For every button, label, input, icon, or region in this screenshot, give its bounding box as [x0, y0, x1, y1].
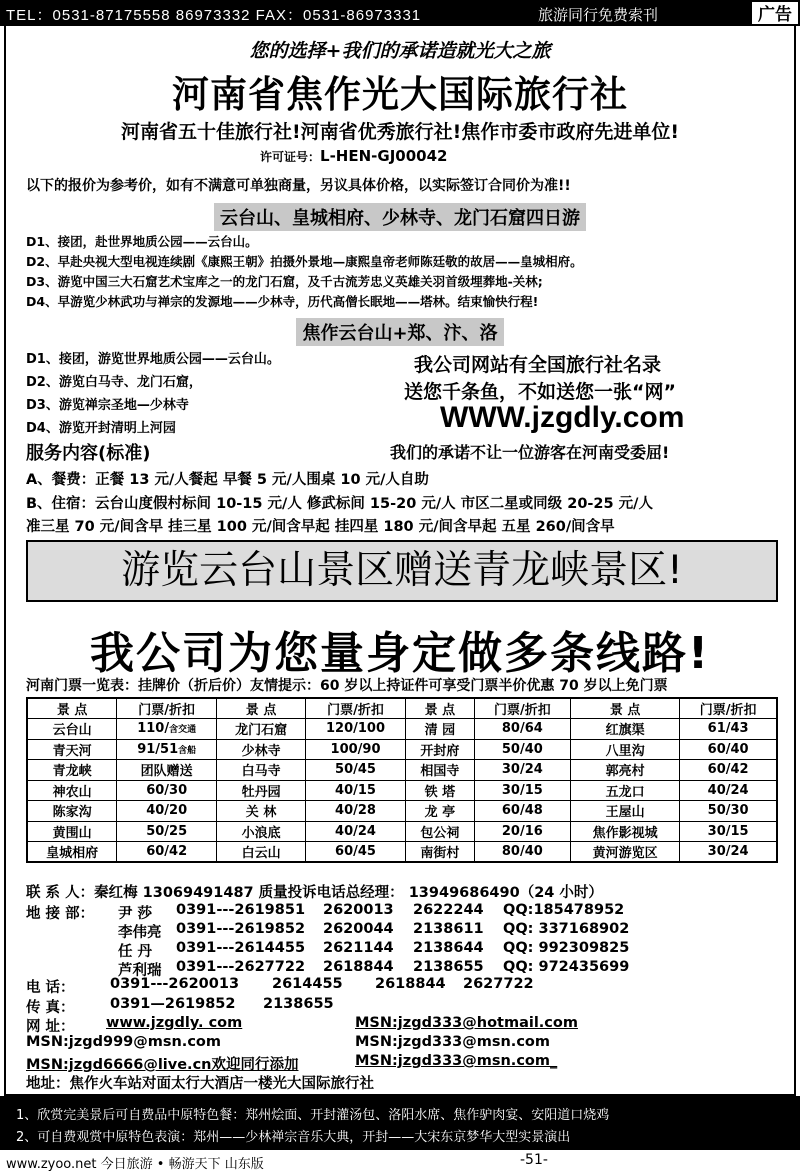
spot-name: 龙 亭: [424, 805, 456, 821]
ticket-spot: [27, 780, 117, 801]
ticket-row: [27, 842, 777, 863]
ticket-spot: [217, 739, 306, 760]
ticket-spot: [217, 719, 306, 740]
spot-name: 龙门石窟: [235, 723, 288, 739]
ticket-price: [117, 760, 217, 781]
spot-name: 关 林: [245, 805, 277, 821]
price-value: 80/64: [501, 721, 543, 737]
ticket-price: [680, 760, 777, 781]
spot-name: 云台山: [52, 723, 92, 739]
staff-p2: 2620044: [323, 921, 394, 937]
price-value: 50/30: [707, 803, 749, 819]
ticket-spot: [405, 780, 474, 801]
spot-name: 陈家沟: [52, 805, 92, 821]
ticket-price: [680, 719, 777, 740]
staff-qq: QQ: 972435699: [503, 959, 630, 975]
license-label: 许可证号：: [260, 150, 321, 164]
ticket-price: [680, 821, 777, 842]
tel-4: 2627722: [463, 976, 534, 992]
ticket-spot: [571, 760, 680, 781]
tour2-banner: [0, 318, 800, 346]
fax-1: 0391—2619852: [110, 996, 236, 1012]
tour2-day4: D4、游览开封清明上河园: [26, 421, 176, 436]
spot-name: 青龙峡: [52, 764, 92, 780]
price-note: 含船: [178, 745, 197, 756]
spot-name: 清 园: [424, 723, 456, 739]
promo-line2: 送您千条鱼，不如送您一张“网”: [404, 381, 676, 403]
price-value: 60/30: [146, 782, 188, 798]
price-notice: 以下的报价为参考价，如有不满意可单独商量，另议具体价格，以实际签订合同价为准!!: [26, 178, 571, 194]
staff-qq: QQ:185478952: [503, 902, 625, 918]
header-price: 门票/折扣: [306, 698, 406, 719]
price-value: 50/45: [335, 762, 376, 778]
spot-name: 青天河: [52, 743, 92, 759]
price-value: 60/48: [501, 803, 543, 819]
price-value: 40/24: [335, 823, 376, 839]
tel-label: 电 话：: [26, 980, 75, 996]
header-magazine: 旅游同行免费索刊: [538, 6, 659, 24]
price-value: 团队赠送: [140, 764, 193, 780]
tour2-day2: D2、游览白马寺、龙门石窟，: [26, 375, 202, 390]
ticket-spot: [217, 760, 306, 781]
msn-333[interactable]: MSN:jzgd333@msn.com: [355, 1034, 550, 1050]
spot-name: 红旗渠: [605, 723, 645, 739]
staff-p3: 2138655: [413, 959, 484, 975]
msn-999[interactable]: MSN:jzgd999@msn.com: [26, 1034, 221, 1050]
staff-p2: 2621144: [323, 940, 394, 956]
price-value: 100/90: [330, 741, 381, 757]
ticket-price: [117, 739, 217, 760]
service-hotel2: 准三星 70 元/间含早 挂三星 100 元/间含早起 挂四星 180 元/间含早起 五星 260/间含早: [26, 519, 615, 535]
top-bar: [0, 0, 800, 26]
msn-6666[interactable]: MSN:jzgd6666@live.cn欢迎同行添加: [26, 1057, 299, 1073]
price-value: 50/25: [146, 823, 188, 839]
header-contact: TEL：0531-87175558 86973332 FAX：0531-86973331: [6, 7, 422, 24]
ticket-price: [680, 801, 777, 822]
spot-name: 黄围山: [52, 825, 92, 841]
ticket-spot: [217, 780, 306, 801]
ticket-price: [474, 842, 570, 863]
ticket-spot: [405, 719, 474, 740]
spot-name: 包公祠: [420, 825, 460, 841]
ticket-spot: [217, 842, 306, 863]
ticket-price: [117, 821, 217, 842]
tel-3: 2618844: [375, 976, 446, 992]
price-value: 40/15: [335, 782, 376, 798]
header-price: 门票/折扣: [474, 698, 570, 719]
spot-name: 五龙口: [605, 784, 645, 800]
ticket-spot: [405, 821, 474, 842]
license-number: L-HEN-GJ00042: [320, 147, 448, 165]
ticket-spot: [571, 842, 680, 863]
ticket-price: [306, 780, 406, 801]
fax-2: 2138655: [263, 996, 334, 1012]
ticket-price: [474, 719, 570, 740]
tour1-day4: D4、早游览少林武功与禅宗的发源地——少林寺，历代高僧长眠地——塔林。结束愉快行程!: [26, 294, 539, 309]
footer: [0, 1150, 800, 1171]
ticket-row: [27, 821, 777, 842]
spot-name: 神农山: [52, 784, 92, 800]
price-value: 30/24: [501, 762, 543, 778]
price-value: 60/42: [146, 844, 188, 859]
price-value: 30/24: [707, 844, 749, 859]
price-value: 40/24: [707, 782, 749, 798]
staff-phone: 0391---2619852: [176, 921, 306, 937]
service-hotel1: B、住宿：云台山度假村标间 10-15 元/人 修武标间 15-20 元/人 市区二星或同级 20-25 元/人: [26, 496, 653, 512]
price-value: 91/51: [137, 741, 179, 757]
staff-p3: 2138611: [413, 921, 484, 937]
ticket-price: [117, 719, 217, 740]
staff-p2: 2618844: [323, 959, 394, 975]
staff-phone: 0391---2614455: [176, 940, 306, 956]
header-price: 门票/折扣: [680, 698, 777, 719]
ticket-spot: [571, 780, 680, 801]
price-note: 含交通: [169, 725, 197, 736]
spot-name: 郭亮村: [605, 764, 645, 780]
ticket-price: [306, 842, 406, 863]
staff-qq: QQ: 992309825: [503, 940, 630, 956]
price-value: 40/20: [146, 803, 188, 819]
gift-banner: 游览云台山景区赠送青龙峡景区!: [26, 540, 778, 602]
ticket-spot: [405, 739, 474, 760]
tour2-day3: D3、游览禅宗圣地—少林寺: [26, 398, 189, 413]
ticket-spot: [27, 821, 117, 842]
ticket-row: [27, 801, 777, 822]
ticket-price: [474, 739, 570, 760]
ticket-spot: [571, 801, 680, 822]
spot-name: 小浪底: [241, 825, 281, 841]
website-link[interactable]: WWW.jzgdly.com: [440, 401, 685, 434]
ticket-price: [474, 821, 570, 842]
ticket-header-row: [27, 698, 777, 719]
promise: 我们的承诺不让一位游客在河南受委屈!: [390, 443, 670, 462]
bottom-notes: [0, 1096, 800, 1150]
price-value: 60/40: [707, 741, 749, 757]
ticket-price: [306, 760, 406, 781]
ticket-spot: [571, 821, 680, 842]
ticket-table: [26, 697, 778, 863]
service-title: 服务内容(标准): [26, 443, 151, 464]
spot-name: 南街村: [420, 846, 460, 861]
note-2: 2、可自费观赏中原特色表演：郑州——少林禅宗音乐大典，开封——大宋东京梦华大型实景演出: [16, 1130, 571, 1145]
ticket-row: [27, 739, 777, 760]
ticket-price: [306, 719, 406, 740]
staff-p3: 2138644: [413, 940, 484, 956]
price-value: 30/15: [501, 782, 543, 798]
header-spot: 景 点: [217, 698, 306, 719]
price-value: 40/28: [335, 803, 376, 819]
staff-p2: 2620013: [323, 902, 394, 918]
tel-1: 0391---2620013: [110, 976, 240, 992]
address: 地址：焦作火车站对面太行大酒店一楼光大国际旅行社: [26, 1076, 374, 1092]
spot-name: 铁 塔: [424, 784, 456, 800]
tour1-day2: D2、早赴央视大型电视连续剧《康熙王朝》拍摄外景地—康熙皇帝老师陈廷敬的故居——皇城相府。: [26, 254, 583, 269]
tour1-day3: D3、游览中国三大石窟艺术宝库之一的龙门石窟，及千古流芳忠义英雄关羽首级埋葬地-关林;: [26, 274, 543, 289]
ticket-spot: [27, 739, 117, 760]
spot-name: 少林寺: [241, 743, 281, 759]
ticket-price: [680, 780, 777, 801]
ad-label: 广告: [750, 0, 800, 26]
ticket-spot: [405, 760, 474, 781]
ticket-spot: [27, 760, 117, 781]
spot-name: 焦作影视城: [592, 825, 658, 841]
ticket-price: [117, 801, 217, 822]
note-1: 1、欣赏完美景后可自费品中原特色餐：郑州烩面、开封灌汤包、洛阳水席、焦作驴肉宴、安阳道口烧鸡: [16, 1108, 610, 1123]
tour1-title: 云台山、皇城相府、少林寺、龙门石窟四日游: [214, 203, 586, 231]
spot-name: 相国寺: [420, 764, 460, 780]
ticket-price: [680, 739, 777, 760]
ticket-spot: [405, 842, 474, 863]
fax-label: 传 真：: [26, 1000, 75, 1016]
spot-name: 王屋山: [605, 805, 645, 821]
tour2-title: 焦作云台山+郑、汴、洛: [296, 318, 503, 346]
staff-phone: 0391---2627722: [176, 959, 306, 975]
staff-name: 李伟亮: [118, 925, 162, 941]
ticket-spot: [217, 821, 306, 842]
ticket-price: [117, 842, 217, 863]
ticket-price: [117, 780, 217, 801]
honors: 河南省五十佳旅行社!河南省优秀旅行社!焦作市委市政府先进单位!: [121, 121, 679, 143]
price-value: 20/16: [501, 823, 543, 839]
ticket-spot: [27, 842, 117, 863]
spot-name: 开封府: [420, 743, 460, 759]
price-value: 30/15: [707, 823, 749, 839]
spot-name: 牡丹园: [241, 784, 281, 800]
spot-name: 八里沟: [605, 743, 645, 759]
ticket-price: [474, 760, 570, 781]
footer-left: www.zyoo.net 今日旅游 • 畅游天下 山东版: [6, 1157, 264, 1171]
company-name: 河南省焦作光大国际旅行社: [172, 73, 628, 116]
header-price: 门票/折扣: [117, 698, 217, 719]
staff-name: 芦利瑞: [118, 963, 162, 979]
price-value: 120/100: [326, 721, 386, 737]
ticket-price: [474, 801, 570, 822]
staff-qq: QQ: 337168902: [503, 921, 630, 937]
ticket-spot: [405, 801, 474, 822]
price-value: 110/: [137, 721, 170, 737]
spot-name: 皇城相府: [46, 846, 99, 861]
slogan: 您的选择+我们的承诺造就光大之旅: [249, 40, 551, 62]
tour1-banner: [0, 203, 800, 231]
header-spot: 景 点: [27, 698, 117, 719]
header-spot: 景 点: [571, 698, 680, 719]
price-value: 50/40: [501, 741, 543, 757]
price-value: 61/43: [707, 721, 749, 737]
ticket-row: [27, 719, 777, 740]
ticket-spot: [571, 739, 680, 760]
ground-label: 地 接 部：: [26, 906, 95, 922]
msn-333-alt[interactable]: MSN:jzgd333@msn.com_: [355, 1053, 558, 1069]
price-value: 60/42: [707, 762, 749, 778]
license: [260, 147, 447, 165]
spot-name: 白马寺: [241, 764, 281, 780]
spot-name: 白云山: [241, 846, 281, 861]
msn-hotmail[interactable]: MSN:jzgd333@hotmail.com: [355, 1015, 578, 1031]
ticket-price: [680, 842, 777, 863]
header-spot: 景 点: [405, 698, 474, 719]
staff-phone: 0391---2619851: [176, 902, 306, 918]
page-number: -51-: [520, 1152, 548, 1168]
staff-name: 任 丹: [118, 944, 153, 960]
ticket-price: [306, 821, 406, 842]
staff-p3: 2622244: [413, 902, 484, 918]
ticket-spot: [571, 719, 680, 740]
staff-name: 尹 莎: [118, 906, 153, 922]
web-label: 网 址：: [26, 1019, 75, 1035]
ticket-spot: [27, 719, 117, 740]
web-link[interactable]: www.jzgdly. com: [106, 1015, 243, 1031]
tour2-day1: D1、接团，游览世界地质公园——云台山。: [26, 352, 280, 367]
price-value: 80/40: [501, 844, 543, 859]
ticket-price: [306, 739, 406, 760]
promo-line1: 我公司网站有全国旅行社名录: [414, 354, 662, 376]
spot-name: 黄河游览区: [592, 846, 658, 861]
service-meals: A、餐费：正餐 13 元/人餐起 早餐 5 元/人围桌 10 元/人自助: [26, 472, 429, 488]
ticket-price: [306, 801, 406, 822]
ticket-spot: [217, 801, 306, 822]
ticket-spot: [27, 801, 117, 822]
ticket-row: [27, 760, 777, 781]
tour1-day1: D1、接团，赴世界地质公园——云台山。: [26, 234, 258, 249]
price-value: 60/45: [335, 844, 376, 859]
tel-2: 2614455: [272, 976, 343, 992]
ticket-row: [27, 780, 777, 801]
contact-main: 联 系 人：秦红梅 13069491487 质量投诉电话总经理： 13949686490（24 小时）: [26, 885, 603, 901]
ticket-table-title: 河南门票一览表：挂牌价（折后价）友情提示：60 岁以上持证件可享受门票半价优惠 70 岁以上免门票: [26, 678, 668, 694]
routes-banner: 我公司为您量身定做多条线路!: [89, 628, 711, 679]
ticket-price: [474, 780, 570, 801]
